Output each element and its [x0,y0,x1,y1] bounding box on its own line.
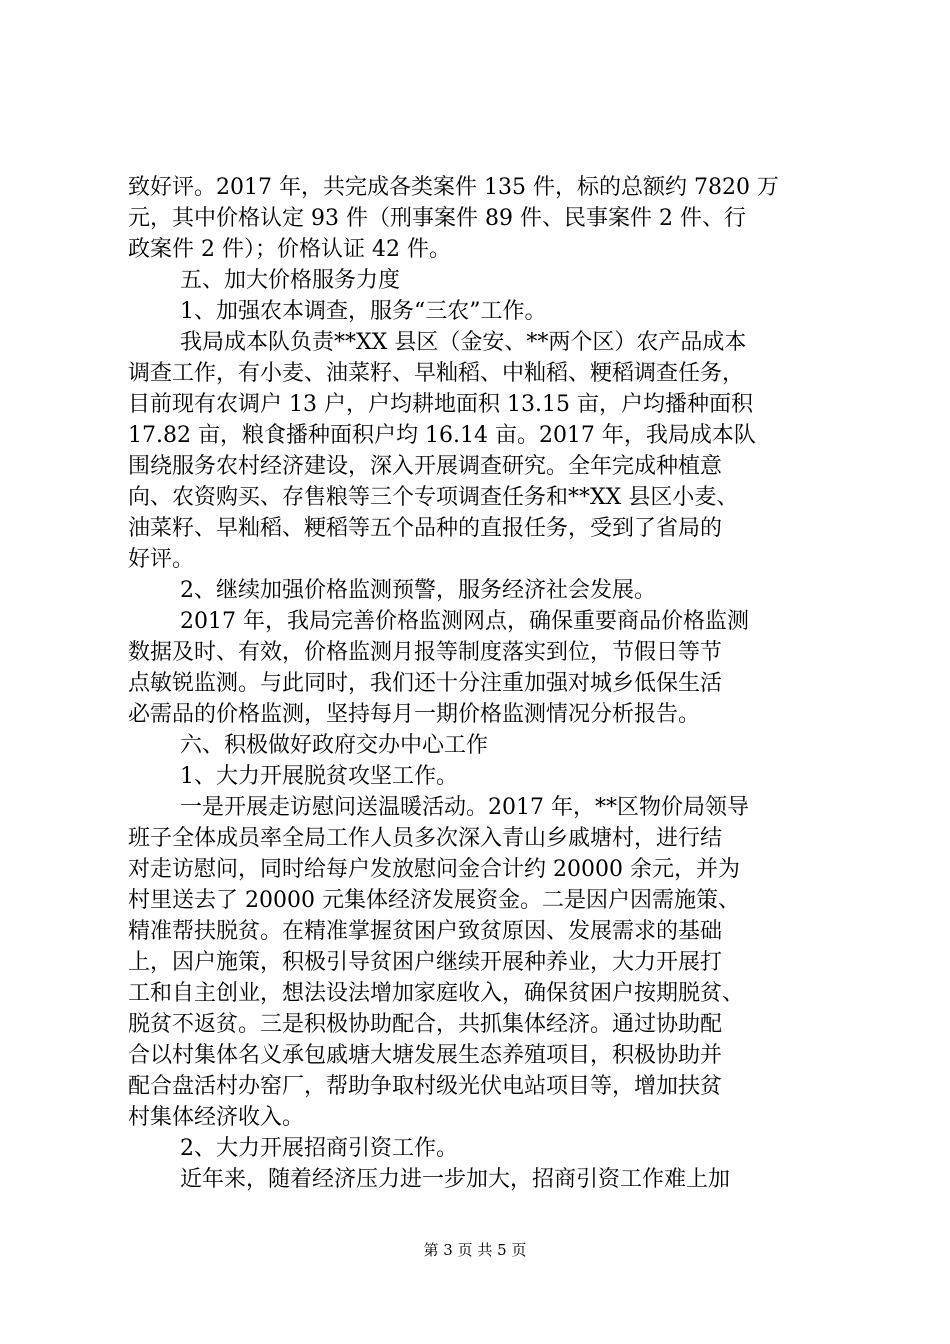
text-line: 精准帮扶脱贫。在精准掌握贫困户致贫原因、发展需求的基础 [128,919,723,944]
text-line: 17.82 亩，粮食播种面积户均 16.14 亩。2017 年，我局成本队 [128,423,756,448]
text-line: 配合盘活村办窑厂，帮助争取村级光伏电站项目等，增加扶贫 [128,1074,723,1099]
text-line: 村集体经济收入。 [128,1105,305,1130]
text-line: 元，其中价格认定 93 件（刑事案件 89 件、民事案件 2 件、行 [128,206,746,231]
text-line: 班子全体成员率全局工作人员多次深入青山乡戚塘村，进行结 [128,826,723,851]
text-line: 围绕服务农村经济建设，深入开展调查研究。全年完成种植意 [128,454,723,479]
text-line: 我局成本队负责**XX 县区（金安、**两个区）农产品成本 [180,330,747,355]
text-line: 村里送去了 20000 元集体经济发展资金。二是因户因需施策、 [128,888,740,913]
text-line: 脱贫不返贫。三是积极协助配合，共抓集体经济。通过协助配 [128,1012,723,1037]
text-line: 油菜籽、早籼稻、粳稻等五个品种的直报任务，受到了省局的 [128,516,723,541]
text-line: 1、加强农本调查，服务“三农”工作。 [180,299,547,324]
text-line: 致好评。2017 年，共完成各类案件 135 件，标的总额约 7820 万 [128,175,779,200]
text-line: 五、加大价格服务力度 [180,268,401,293]
text-line: 六、积极做好政府交办中心工作 [180,733,489,758]
text-line: 好评。 [128,547,195,572]
text-line: 工和自主创业，想法设法增加家庭收入，确保贫困户按期脱贫、 [128,981,745,1006]
text-line: 1、大力开展脱贫攻坚工作。 [180,764,458,789]
text-line: 对走访慰问，同时给每户发放慰问金合计约 20000 余元，并为 [128,857,740,882]
text-line: 向、农资购买、存售粮等三个专项调查任务和**XX 县区小麦、 [128,485,739,510]
text-line: 2、继续加强价格监测预警，服务经济社会发展。 [180,578,656,603]
text-line: 点敏锐监测。与此同时，我们还十分注重加强对城乡低保生活 [128,671,723,696]
text-line: 近年来，随着经济压力进一步加大，招商引资工作难上加 [180,1167,731,1192]
text-line: 2、大力开展招商引资工作。 [180,1136,458,1161]
text-line: 上，因户施策，积极引导贫困户继续开展种养业，大力开展打 [128,950,723,975]
text-line: 目前现有农调户 13 户，户均耕地面积 13.15 亩，户均播种面积 [128,392,753,417]
text-line: 2017 年，我局完善价格监测网点，确保重要商品价格监测 [180,609,749,634]
text-line: 数据及时、有效，价格监测月报等制度落实到位，节假日等节 [128,640,723,665]
text-line: 必需品的价格监测，坚持每月一期价格监测情况分析报告。 [128,702,701,727]
text-line: 一是开展走访慰问送温暖活动。2017 年，**区物价局领导 [180,795,749,820]
text-line: 合以村集体名义承包戚塘大塘发展生态养殖项目，积极协助并 [128,1043,723,1068]
text-line: 调查工作，有小麦、油菜籽、早籼稻、中籼稻、粳稻调查任务， [128,361,745,386]
page-footer: 第 3 页 共 5 页 [423,1241,527,1259]
document-body [128,172,828,1195]
text-line: 政案件 2 件）；价格认证 42 件。 [128,237,451,262]
